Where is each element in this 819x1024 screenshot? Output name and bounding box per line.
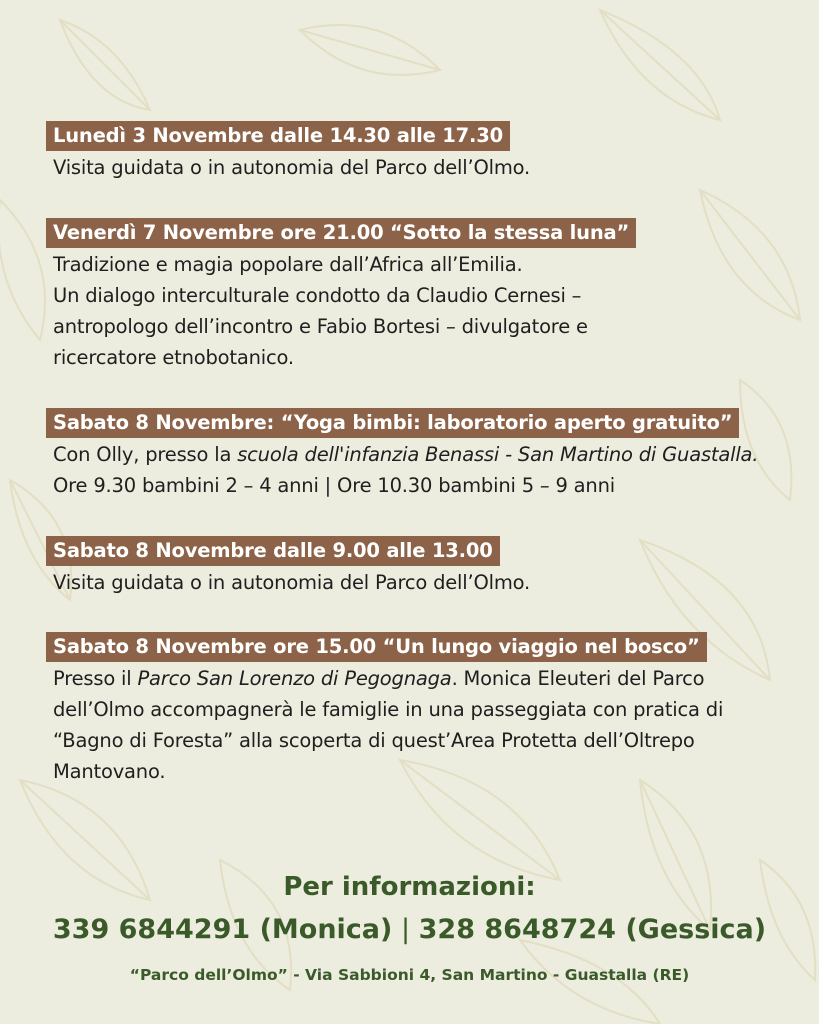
event-heading: Venerdì 7 Novembre ore 21.00 “Sotto la stessa luna” [46, 218, 636, 248]
event-description [46, 439, 786, 501]
phone-number: 339 6844291 [52, 914, 251, 945]
event-heading: Sabato 8 Novembre ore 15.00 “Un lungo viaggio nel bosco” [46, 632, 707, 662]
event-description-line [53, 663, 786, 694]
text: Presso il [53, 667, 138, 690]
event-description-line [53, 439, 786, 470]
event-description-line: antropologo dell’incontro e Fabio Bortesi – divulgatore e [53, 315, 588, 338]
event-3 [46, 408, 786, 501]
event-2 [46, 218, 786, 373]
text: Con Olly, presso la [53, 443, 238, 466]
event-description [46, 249, 786, 373]
event-heading: Sabato 8 Novembre: “Yoga bimbi: laboratorio aperto gratuito” [46, 408, 739, 438]
venue-name: scuola dell'infanzia Benassi - San Martino di Guastalla. [237, 443, 759, 466]
event-heading: Sabato 8 Novembre dalle 9.00 alle 13.00 [46, 536, 500, 566]
info-title: Per informazioni: [283, 872, 536, 902]
contact-name: (Monica) [259, 914, 393, 945]
venue-name: Parco San Lorenzo di Pegognaga [137, 667, 452, 690]
event-5 [46, 632, 786, 787]
separator: | [392, 914, 419, 945]
event-description: Visita guidata o in autonomia del Parco dell’Olmo. [53, 156, 531, 179]
event-heading: Lunedì 3 Novembre dalle 14.30 alle 17.30 [46, 121, 510, 151]
contact-phones [0, 914, 819, 945]
event-description-line: Un dialogo interculturale condotto da Claudio Cernesi – [53, 284, 582, 307]
event-description-line: “Bagno di Foresta” alla scoperta di quest’Area Protetta dell’Oltrepo [53, 729, 695, 752]
event-description-line: Tradizione e magia popolare dall’Africa all’Emilia. [53, 253, 523, 276]
event-description-line: ricercatore etnobotanico. [53, 346, 294, 369]
event-description: Visita guidata o in autonomia del Parco dell’Olmo. [53, 571, 531, 594]
event-description-line: Ore 9.30 bambini 2 – 4 anni | Ore 10.30 bambini 5 – 9 anni [53, 474, 615, 497]
event-description-line: dell’Olmo accompagnerà le famiglie in una passeggiata con pratica di [53, 698, 724, 721]
event-1 [46, 121, 786, 183]
phone-number: 328 8648724 [418, 914, 616, 945]
event-description-line: Mantovano. [53, 760, 166, 783]
address: “Parco dell’Olmo” - Via Sabbioni 4, San Martino - Guastalla (RE) [129, 966, 690, 984]
text: . Monica Eleuteri del Parco [451, 667, 705, 690]
contact-name: (Gessica) [625, 914, 767, 945]
event-description [46, 663, 786, 787]
event-4 [46, 536, 786, 598]
